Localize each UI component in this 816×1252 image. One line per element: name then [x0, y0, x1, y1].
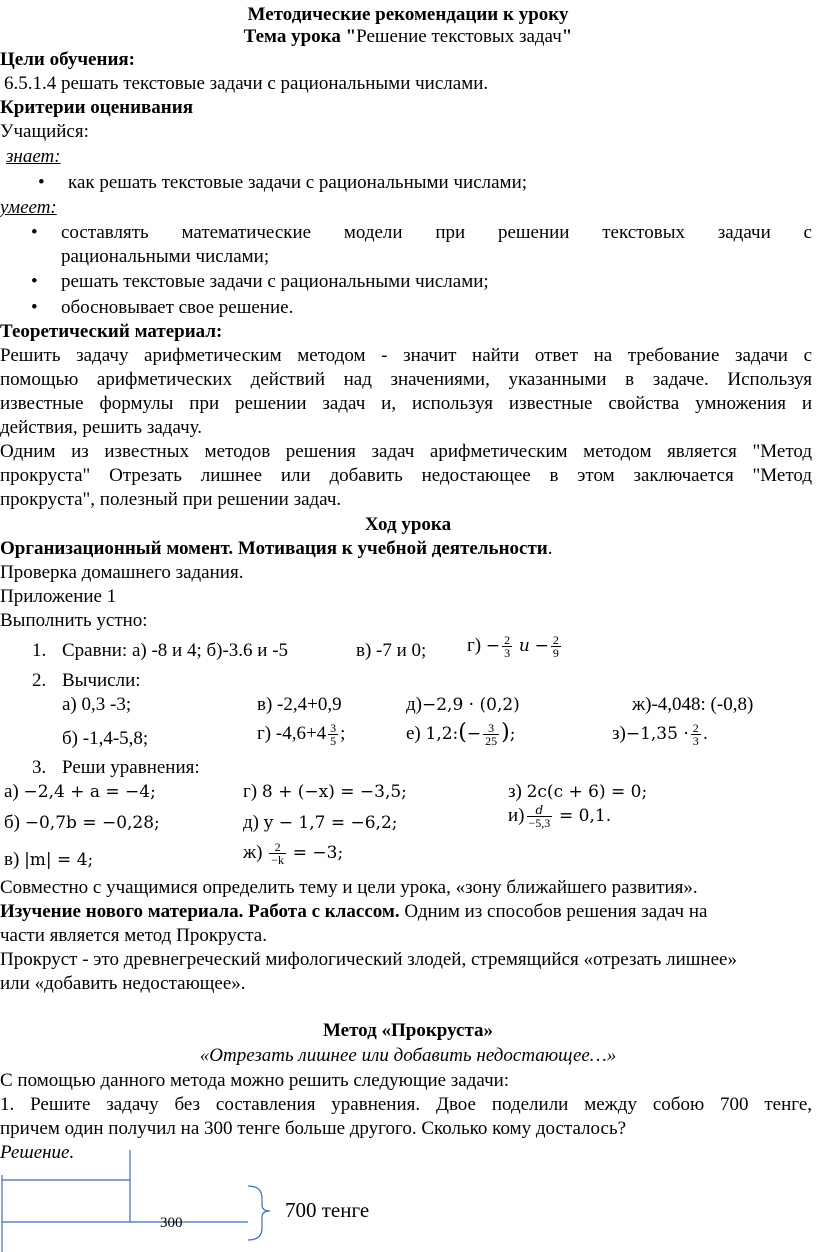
task2-a: а) 0,3 -3;: [62, 694, 132, 715]
topic-prefix: Тема урока ": [243, 26, 357, 47]
problem-line1: 1. Решите задачу без составления уравнения. Двое поделили между собою 700 тенге,: [0, 1094, 812, 1115]
task3-number: 3.: [32, 757, 47, 778]
prokrust-line2: или «добавить недостающее».: [0, 973, 246, 994]
solution-label: Решение.: [0, 1142, 75, 1163]
task2-number: 2.: [32, 670, 47, 691]
task2-v: в) -2,4+0,9: [257, 694, 342, 715]
theory-line: Решить задачу арифметическим методом - значит найти ответ на требование задачи с: [0, 345, 812, 366]
goals-heading: Цели обучения:: [0, 49, 135, 70]
student-label: Учащийся:: [0, 121, 89, 142]
lesson-heading: Ход урока: [364, 514, 452, 535]
goal-item: 6.5.1.4 решать текстовые задачи с рациональными числами.: [4, 73, 489, 94]
new-material-tail: Одним из способов решения задач на: [399, 901, 708, 922]
brace-icon: [248, 1186, 270, 1240]
task3-a: а) −2,4 + a = −4;: [4, 781, 156, 802]
task3-zh: ж) $\frac{2}{-k}$ = −3;: [243, 840, 344, 867]
theory-line: Одним из известных методов решения задач арифметическим методом является "Метод: [0, 441, 812, 462]
can-item-2: • решать текстовые задачи с рациональными числами;: [61, 271, 489, 293]
task1-text: Сравни: а) -8 и 4; б)-3.6 и -5: [62, 640, 289, 661]
can-item-1: • составлять математические модели при решении текстовых задачи с: [61, 222, 812, 244]
task3-b: б) −0,7b = −0,28;: [4, 812, 160, 833]
theory-line: помощью арифметических действий над значениями, указанными в задаче. Используя: [0, 369, 812, 390]
topic-suffix: ": [561, 26, 573, 47]
theory-line: действия, решить задачу.: [0, 417, 203, 438]
theory-line: известные формулы при решении задач и, используя известные свойства умножения и: [0, 393, 812, 414]
task3-d: д) y − 1,7 = −6,2;: [243, 812, 398, 833]
task3-g: г) 8 + (−x) = −3,5;: [243, 781, 407, 802]
task3-i: и) $\frac{d}{-5,3}$ = 0,1.: [508, 803, 612, 830]
diagram-small-label: 300: [160, 1215, 183, 1231]
task3-text: Реши уравнения:: [62, 757, 200, 778]
method-title: Метод «Прокруста»: [322, 1020, 494, 1041]
task2-z: з)−1,35 · $\frac{2}{3}$ .: [612, 721, 709, 748]
diagram-total-label: 700 тенге: [285, 1198, 370, 1222]
task1-g: г) − $\frac{2}{3}$ и − $\frac{2}{9}$: [467, 633, 559, 660]
task1-number: 1.: [32, 640, 47, 661]
task3-v: в) |m| = 4;: [4, 849, 94, 870]
task1-v: в) -7 и 0;: [356, 640, 427, 661]
new-material-line2: части является метод Прокруста.: [0, 925, 267, 946]
task3-z: з) 2c(c + 6) = 0;: [508, 781, 648, 802]
problem-line2: причем один получил на 300 тенге больше другого. Сколько кому досталось?: [0, 1118, 627, 1139]
task2-zh: ж)-4,048: (-0,8): [632, 694, 754, 715]
knows-label: знает:: [6, 146, 61, 167]
page-title: Методические рекомендации к уроку: [247, 4, 569, 25]
task2-d: д)−2,9 · (0,2): [406, 694, 520, 715]
can-item-1-cont: рациональными числами;: [61, 246, 270, 267]
new-material-bold: Изучение нового материала. Работа с классом.: [0, 901, 400, 922]
task2-e: е) 1,2:(− $\frac{3}{25}$ );: [406, 720, 516, 749]
can-item-3: • обосновывает свое решение.: [61, 297, 293, 319]
task2-g: г) -4,6+4 $\frac{3}{5}$ ;: [257, 721, 346, 748]
task2-text: Вычисли:: [62, 670, 141, 691]
org-moment-tail: .: [547, 538, 553, 559]
theory-line: прокруста" Отрезать лишнее или добавить недостающее в этом заключается "Метод: [0, 465, 812, 486]
task2-b: б) -1,4-5,8;: [62, 728, 149, 749]
together-line: Совместно с учащимися определить тему и цели урока, «зону ближайшего развития».: [0, 877, 698, 898]
criteria-heading: Критерии оценивания: [0, 97, 193, 118]
theory-line: прокруста", полезный при решении задач.: [0, 489, 342, 510]
oral-line: Выполнить устно:: [0, 610, 148, 631]
method-subtitle: «Отрезать лишнее или добавить недостающее…»: [199, 1045, 617, 1066]
method-intro: С помощью данного метода можно решить следующие задачи:: [0, 1070, 510, 1091]
appendix-line: Приложение 1: [0, 586, 117, 607]
prokrust-line1: Прокруст - это древнегреческий мифологический злодей, стремящийся «отрезать лишнее»: [0, 949, 737, 970]
topic-name: Решение текстовых задач: [356, 26, 562, 47]
org-moment-bold: Организационный момент. Мотивация к учебной деятельности: [0, 538, 548, 559]
homework-line: Проверка домашнего задания.: [0, 562, 244, 583]
knows-item: • как решать текстовые задачи с рациональными числами;: [68, 172, 527, 194]
can-label: умеет:: [0, 197, 57, 218]
theory-heading: Теоретический материал:: [0, 321, 223, 342]
